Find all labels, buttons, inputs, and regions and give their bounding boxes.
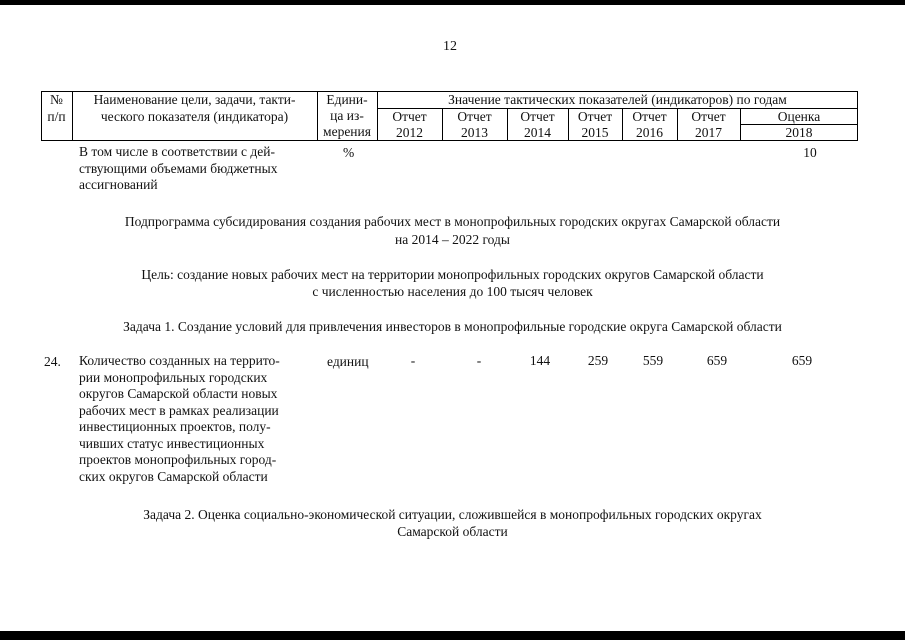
subprogram-title-line1: Подпрограмма субсидирования создания рабочих мест в монопрофильных городских округах Самарской области [124,214,781,229]
year-2018: 2018 [785,125,813,140]
row24-value-2017: 659 [706,353,728,368]
row24-number: 24. [44,354,61,369]
year-2013: 2013 [461,125,488,140]
year-label-2014: Отчет [520,109,555,124]
row24-name: Количество созданных на террито- рии монопрофильных городских округов Самарской области новых рабочих мест в рамках реализации инвестиционных проектов, полу- чивших статус инвестиционных проектов монопрофильных город- ских округов Самарской области [79,353,280,484]
top-border [0,0,905,5]
year-label-2013: Отчет [457,109,492,124]
row-incl-name: В том числе в соответствии с дей- ствующими объемами бюджетных ассигнований [79,144,278,192]
year-label-2017: Отчет [691,109,726,124]
col-name-line2: ческого показателя (индикатора) [100,109,289,124]
year-2014: 2014 [524,125,551,140]
row24-value-2015: 259 [587,353,609,368]
col-unit-line3: мерения [323,124,371,139]
page-number: 12 [443,39,457,54]
row-incl-unit: % [343,145,355,160]
row24-value-2013: - [476,353,482,368]
row24-unit: единиц [327,354,369,369]
row-incl-value-2018: 10 [803,145,817,160]
year-label-2012: Отчет [392,109,427,124]
col-unit-line2: ца из- [330,108,364,123]
col-unit-line1: Едини- [326,92,368,107]
task2-title-line1: Задача 2. Оценка социально-экономической ситуации, сложившейся в монопрофильных городских округах [143,507,762,522]
year-label-2018: Оценка [777,109,821,124]
year-2015: 2015 [581,125,609,140]
year-2016: 2016 [636,125,663,140]
col-no-line2: п/п [47,109,66,124]
task2-title-line2: Самарской области [397,524,508,539]
row24-value-2012: - [410,353,416,368]
col-group-header: Значение тактических показателей (индикаторов) по годам [448,92,787,107]
year-2017: 2017 [695,125,722,140]
bottom-border [0,631,905,640]
goal-line1: Цель: создание новых рабочих мест на территории монопрофильных городских округов Самарской области [141,267,764,282]
goal-line2: с численностью населения до 100 тысяч человек [312,284,593,299]
col-no-line1: № [50,92,63,107]
row24-value-2016: 559 [642,353,664,368]
year-2012: 2012 [396,125,423,140]
col-name-line1: Наименование цели, задачи, такти- [93,92,296,107]
year-label-2015: Отчет [577,109,613,124]
row24-value-2018: 659 [791,353,813,368]
row24-value-2014: 144 [529,353,551,368]
subprogram-title-line2: на 2014 – 2022 годы [395,232,510,247]
task1-title: Задача 1. Создание условий для привлечения инвесторов в монопрофильные городские округа Самарской области [123,319,782,334]
year-label-2016: Отчет [632,109,667,124]
